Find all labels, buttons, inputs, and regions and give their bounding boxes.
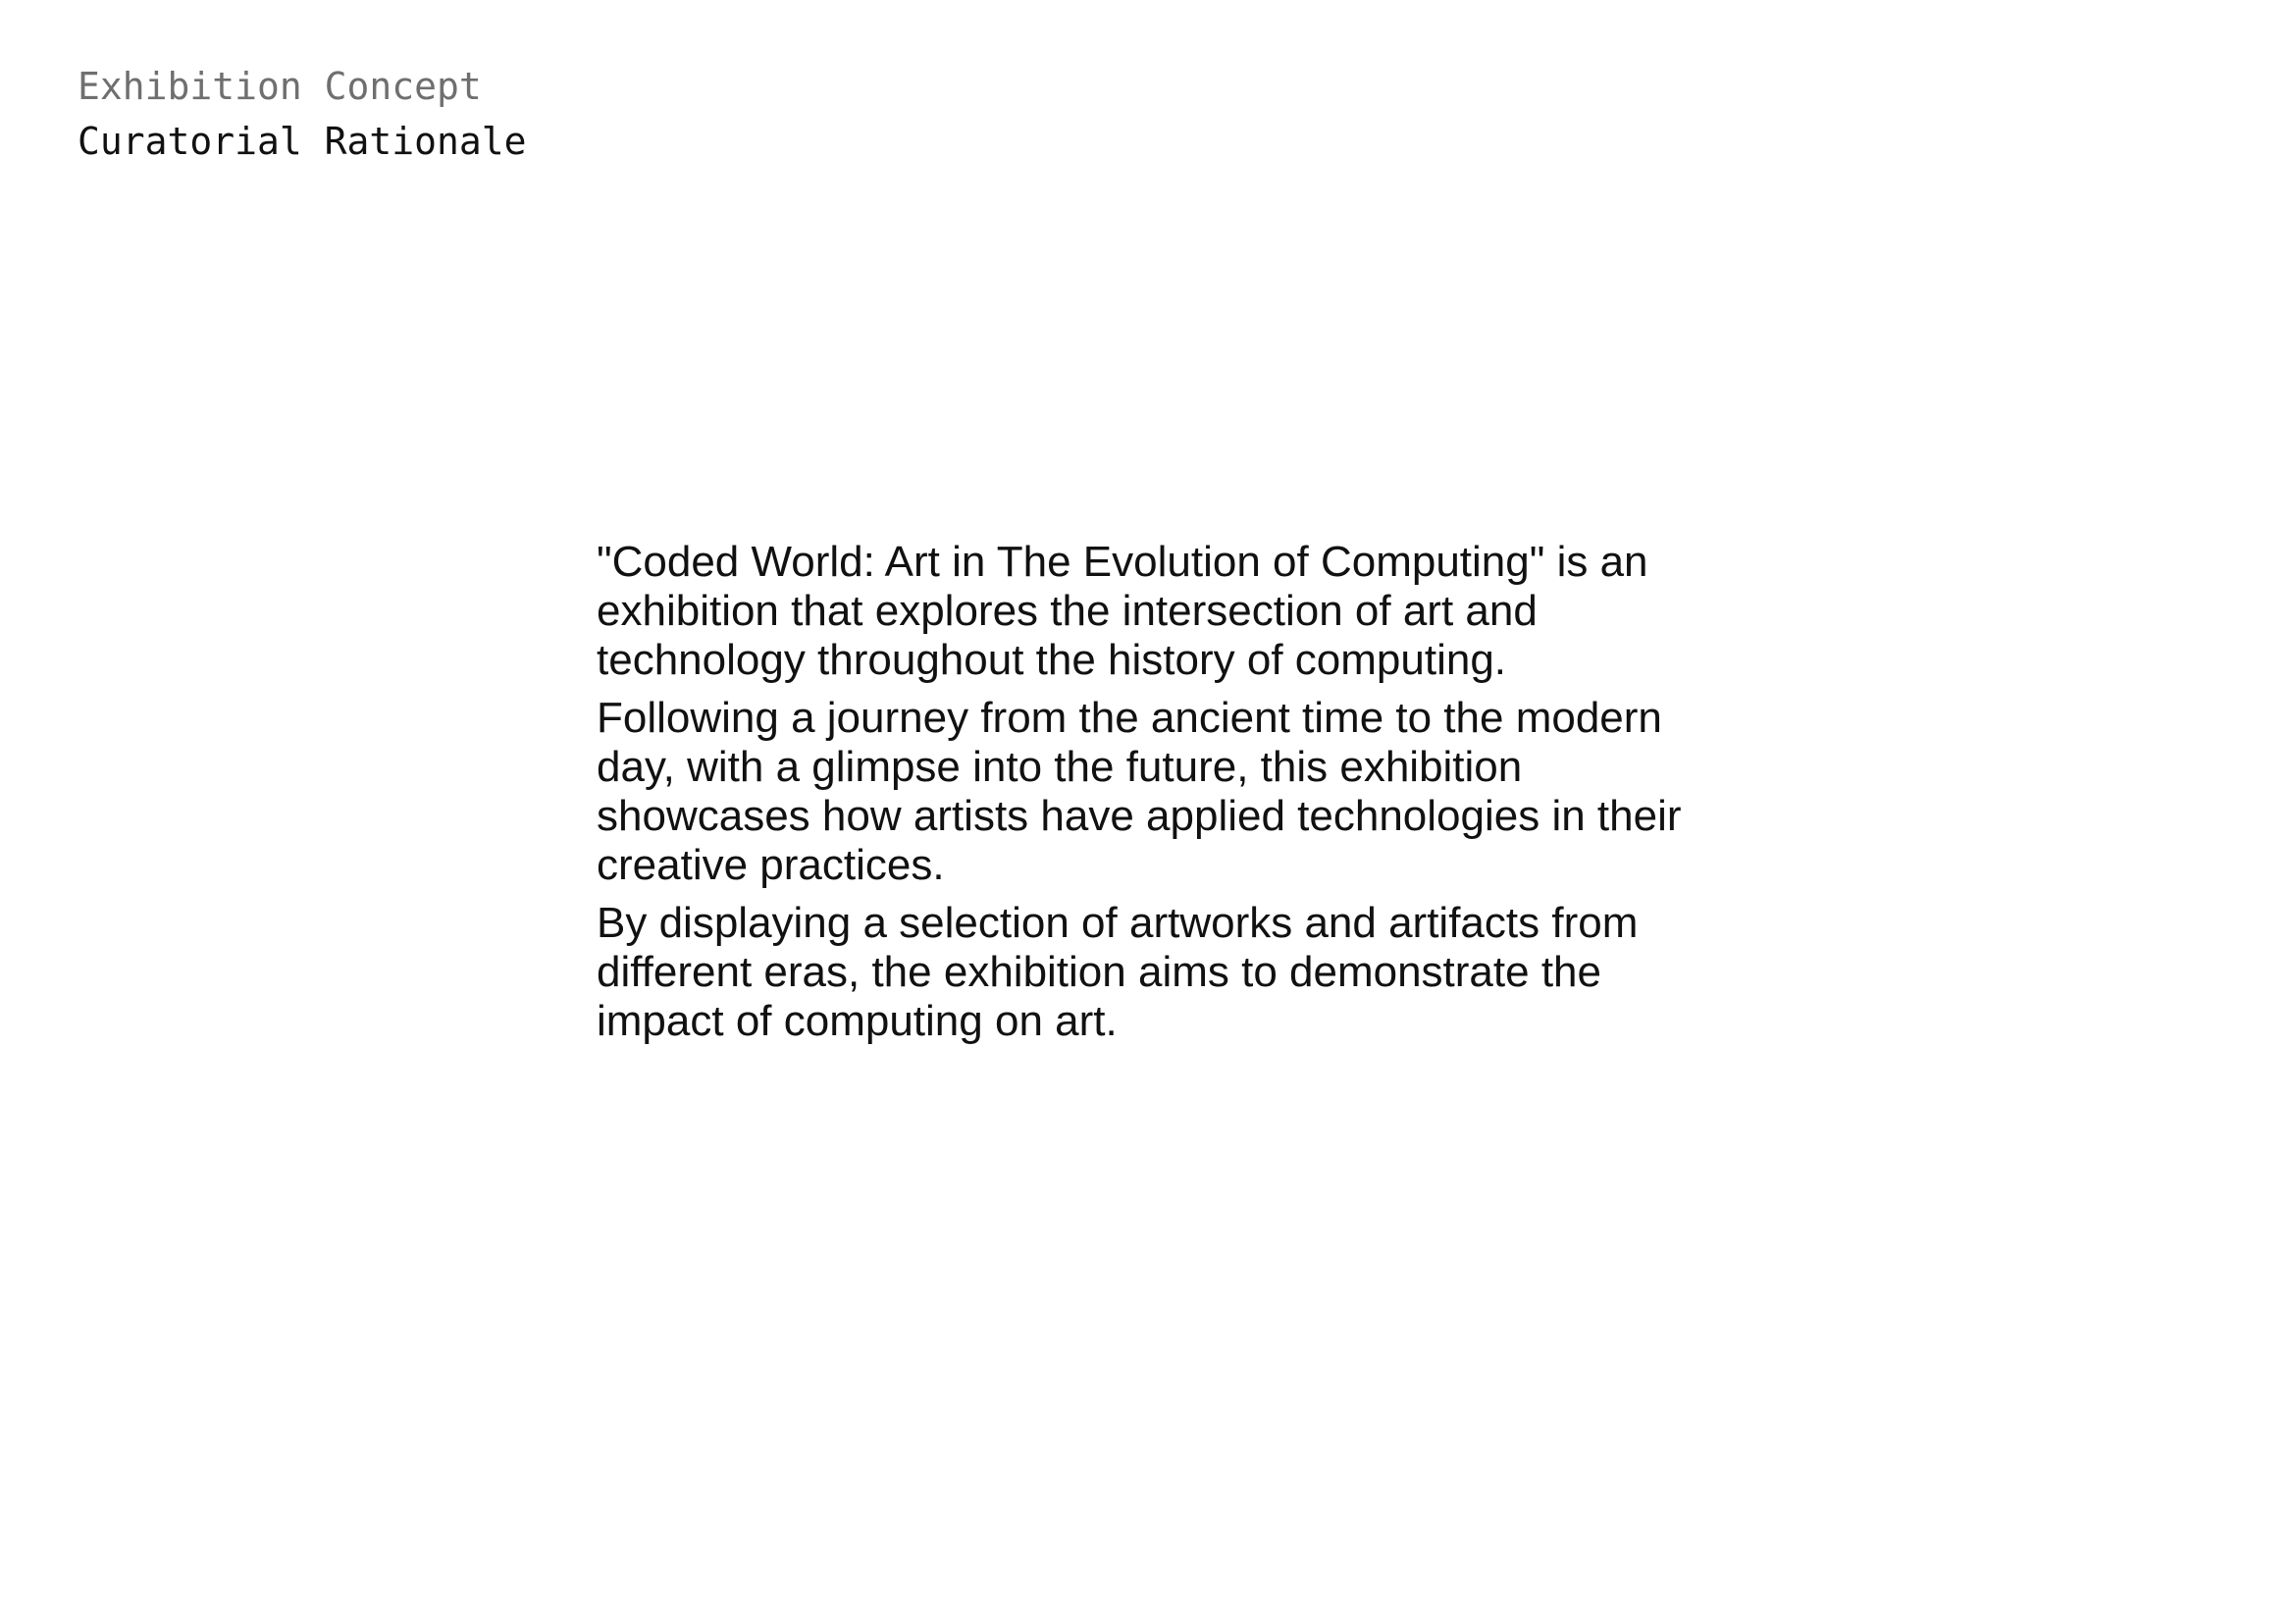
- page-title: Curatorial Rationale: [78, 120, 527, 163]
- paragraph-intro: "Coded World: Art in The Evolution of Computing" is an exhibition that explores the intersection of art and technology throughout the history of computing.: [597, 538, 1648, 684]
- page-header: [78, 59, 527, 169]
- section-label: Exhibition Concept: [78, 65, 482, 108]
- paragraph-impact: By displaying a selection of artworks and artifacts from different eras, the exhibition aims to demonstrate the impact of computing on art.: [597, 899, 1639, 1045]
- paragraph-journey: Following a journey from the ancient time to the modern day, with a glimpse into the future, this exhibition showcases how artists have applied technologies in their creative practices.: [597, 694, 1682, 889]
- curatorial-text: [597, 538, 1715, 1055]
